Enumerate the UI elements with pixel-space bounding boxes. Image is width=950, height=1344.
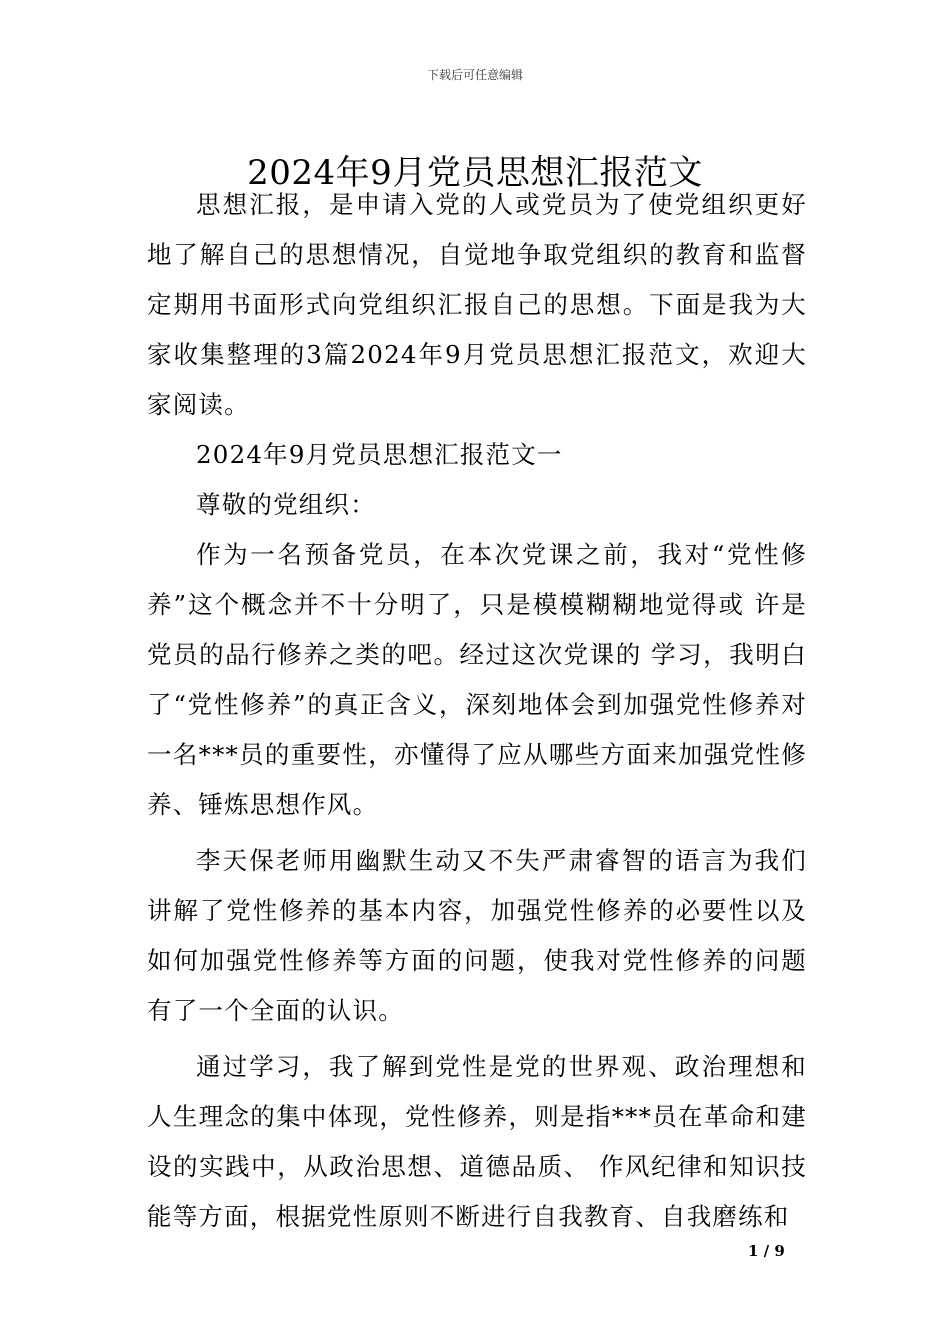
salutation: 尊敬的党组织：: [196, 490, 376, 519]
body-paragraph: 李天保老师用幽默生动又不失严肃睿智的语言为我们讲解了党性修养的基本内容，加强党性修养的必要性以及如何加强党性修养等方面的问题，使我对党性修养的问题有了一个全面的认识。: [147, 846, 807, 1025]
intro-paragraph: 思想汇报，是申请入党的人或党员为了使党组织更好地了解自己的思想情况，自觉地争取党组织的教育和监督定期用书面形式向党组织汇报自己的思想。下面是我为大家收集整理的3篇2024年9月党员思想汇报范文，欢迎大家阅读。: [147, 190, 807, 419]
body-paragraph: 通过学习，我了解到党性是党的世界观、政治理想和人生理念的集中体现，党性修养，则是指***员在革命和建设的实践中，从政治思想、道德品质、 作风纪律和知识技能等方面，根据党性原则不断进行自我教育、自我磨练和: [147, 1052, 807, 1231]
body-paragraph: 作为一名预备党员，在本次党课之前，我对“党性修养”这个概念并不十分明了，只是模模糊糊地觉得或 许是党员的品行修养之类的吧。经过这次党课的 学习，我明白了“党性修养”的真正含义，深刻地体会到加强党性修养对一名***员的重要性，亦懂得了应从哪些方面来加强党性修养、锤炼思想作风。: [147, 540, 807, 819]
document-title: 2024年9月党员思想汇报范文: [247, 152, 703, 193]
document-body: [147, 180, 807, 1242]
page-header-note: 下载后可任意编辑: [426, 68, 523, 82]
section-heading: 2024年9月党员思想汇报范文一: [196, 440, 563, 469]
page-number: 1 / 9: [748, 1242, 785, 1260]
